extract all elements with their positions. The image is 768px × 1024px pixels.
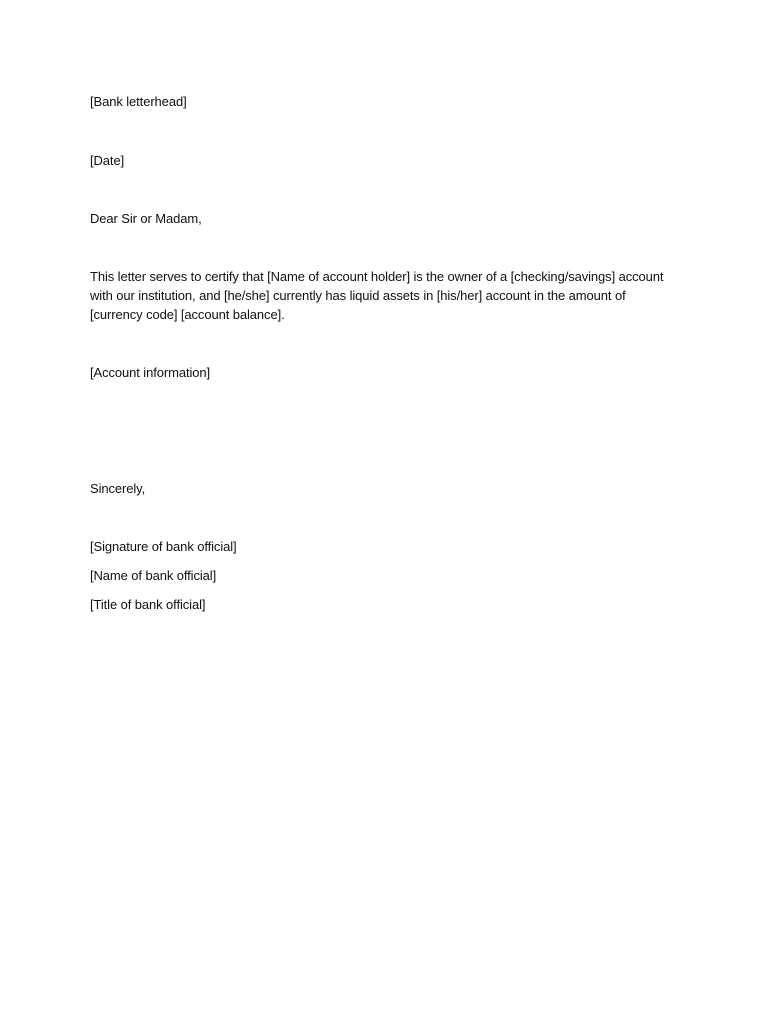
- official-name: [Name of bank official]: [90, 568, 217, 583]
- letter-body: [90, 267, 680, 324]
- body-line-1: This letter serves to certify that [Name of account holder] is the owner of a [checking/savings] account: [90, 269, 664, 284]
- closing: Sincerely,: [90, 481, 146, 496]
- bank-letterhead: [Bank letterhead]: [90, 94, 187, 109]
- salutation: Dear Sir or Madam,: [90, 211, 202, 226]
- official-title: [Title of bank official]: [90, 597, 206, 612]
- letter-date: [Date]: [90, 153, 125, 168]
- account-information: [Account information]: [90, 365, 211, 380]
- signature-line: [Signature of bank official]: [90, 539, 237, 554]
- body-line-2: with our institution, and [he/she] currently has liquid assets in [his/her] account in the amount of: [90, 288, 626, 303]
- body-line-3: [currency code] [account balance].: [90, 307, 285, 322]
